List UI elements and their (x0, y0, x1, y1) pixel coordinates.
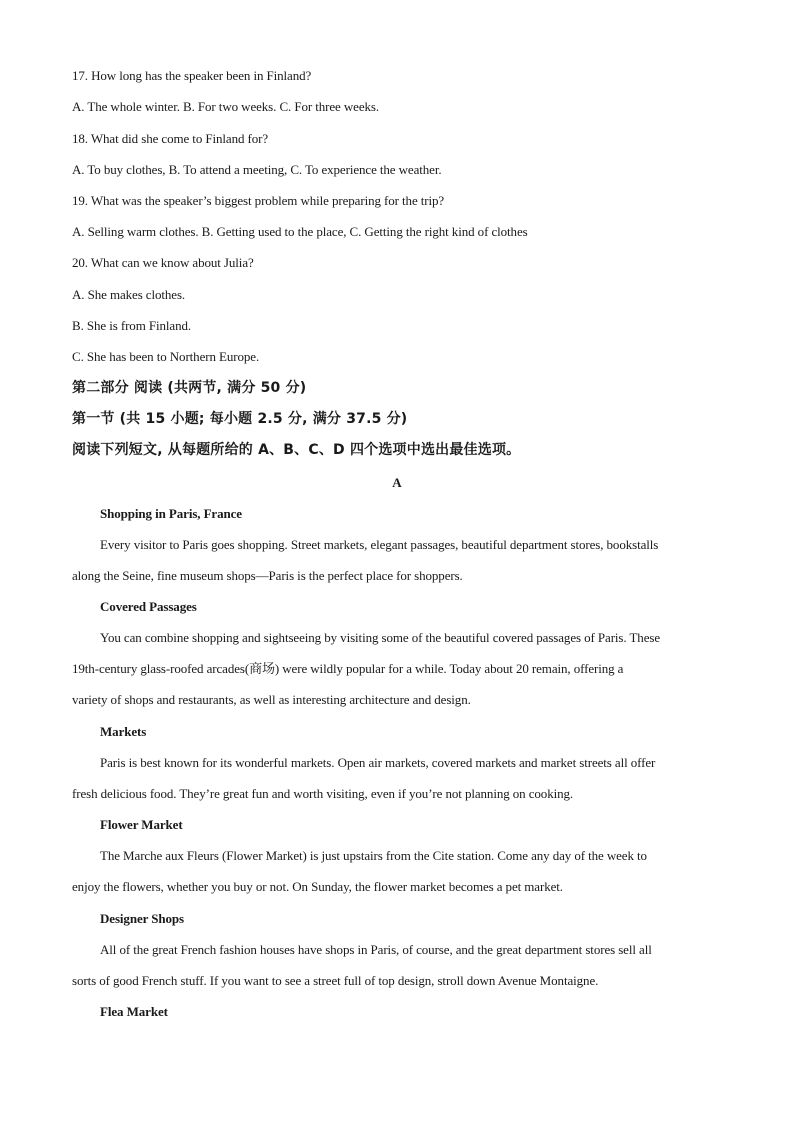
designer-shops-heading: Designer Shops (100, 911, 184, 926)
covered-passages-line-1: You can combine shopping and sightseeing by visiting some of the beautiful covered passages of Paris. These (100, 630, 660, 645)
section-title: 第一节 (共 15 小题; 每小题 2.5 分, 满分 37.5 分) (72, 411, 408, 427)
flower-market-line-1: The Marche aux Fleurs (Flower Market) is just upstairs from the Cite station. Come any day of the week to (100, 848, 647, 863)
question-20: 20. What can we know about Julia? (72, 255, 254, 270)
part-title: 第二部分 阅读 (共两节, 满分 50 分) (72, 380, 307, 396)
question-20-option-c: C. She has been to Northern Europe. (72, 349, 260, 364)
question-19-options: A. Selling warm clothes. B. Getting used to the place, C. Getting the right kind of clothes (72, 224, 528, 239)
question-19: 19. What was the speaker’s biggest problem while preparing for the trip? (72, 193, 445, 208)
question-18: 18. What did she come to Finland for? (72, 131, 269, 146)
markets-line-1: Paris is best known for its wonderful markets. Open air markets, covered markets and market streets all offer (100, 755, 656, 770)
covered-passages-heading: Covered Passages (100, 599, 197, 614)
passage-title: Shopping in Paris, France (100, 506, 242, 521)
intro-line-2: along the Seine, fine museum shops—Paris is the perfect place for shoppers. (72, 568, 463, 583)
designer-shops-line-2: sorts of good French stuff. If you want to see a street full of top design, stroll down Avenue Montaigne. (72, 973, 599, 988)
markets-line-2: fresh delicious food. They’re great fun and worth visiting, even if you’re not planning on cooking. (72, 786, 574, 801)
markets-heading: Markets (100, 724, 147, 739)
covered-passages-line-2: 19th-century glass-roofed arcades(商场) were wildly popular for a while. Today about 20 remain, offering a (72, 661, 624, 676)
reading-instructions: 阅读下列短文, 从每题所给的 A、B、C、D 四个选项中选出最佳选项。 (72, 442, 521, 458)
intro-line-1: Every visitor to Paris goes shopping. Street markets, elegant passages, beautiful department stores, bookstalls (100, 537, 659, 552)
covered-passages-line-3: variety of shops and restaurants, as well as interesting architecture and design. (72, 692, 471, 707)
designer-shops-line-1: All of the great French fashion houses have shops in Paris, of course, and the great department stores sell all (100, 942, 652, 957)
question-20-option-a: A. She makes clothes. (72, 287, 186, 302)
question-17: 17. How long has the speaker been in Finland? (72, 68, 312, 83)
flea-market-heading: Flea Market (100, 1004, 168, 1019)
flower-market-heading: Flower Market (100, 817, 183, 832)
flower-market-line-2: enjoy the flowers, whether you buy or not. On Sunday, the flower market becomes a pet market. (72, 879, 563, 894)
passage-letter: A (392, 475, 402, 490)
question-20-option-b: B. She is from Finland. (72, 318, 192, 333)
question-17-options: A. The whole winter. B. For two weeks. C. For three weeks. (72, 99, 379, 114)
question-18-options: A. To buy clothes, B. To attend a meeting, C. To experience the weather. (72, 162, 442, 177)
